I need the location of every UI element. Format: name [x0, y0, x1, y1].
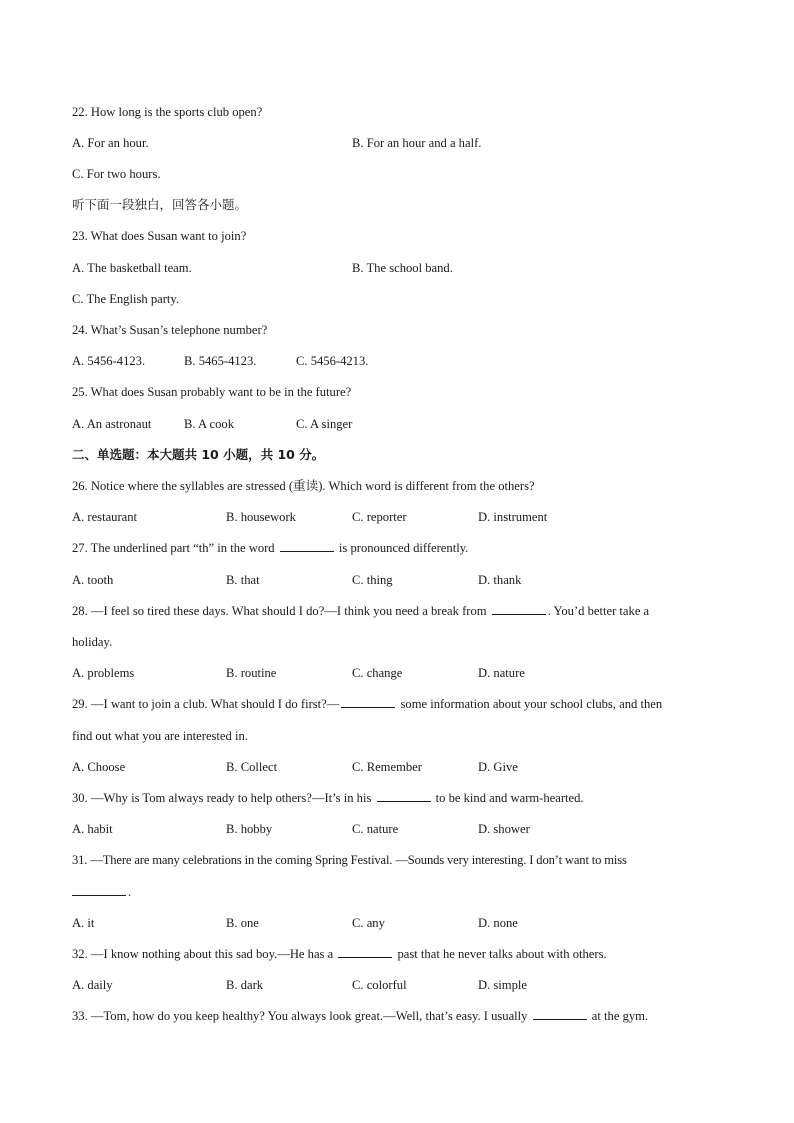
option-b: B. one: [226, 916, 259, 930]
option-a: A. tooth: [72, 573, 114, 587]
question-text-after: past that he never talks about with others.: [397, 947, 607, 961]
section-2-heading: [72, 447, 722, 463]
section-heading-prefix: 二、单选题：本大题共: [72, 447, 202, 462]
option-c: C. Remember: [352, 760, 422, 774]
question-32: [72, 946, 722, 962]
option-b: B. The school band.: [352, 261, 453, 275]
option-a: A. The basketball team.: [72, 261, 192, 275]
answer-blank: [492, 603, 546, 615]
option-b: B. routine: [226, 666, 277, 680]
question-text-before: 32. —I know nothing about this sad boy.—He has a: [72, 947, 334, 961]
answer-blank: [72, 884, 126, 896]
monologue-instruction: 听下面一段独白，回答各小题。: [72, 197, 248, 212]
option-c: C. 5456-4213.: [296, 354, 369, 368]
question-text-before: 27. The underlined part “th” in the word: [72, 541, 275, 555]
option-a: A. 5456-4123.: [72, 354, 146, 368]
option-c: C. thing: [352, 573, 393, 587]
option-c: C. The English party.: [72, 292, 180, 306]
option-b: B. that: [226, 573, 260, 587]
question-text: 26. Notice where the syllables are stressed (重读). Which word is different from the others?: [72, 479, 535, 493]
option-b: B. Collect: [226, 760, 278, 774]
option-a: A. habit: [72, 822, 113, 836]
question-23: [72, 228, 722, 244]
option-c: C. change: [352, 666, 403, 680]
option-b: B. housework: [226, 510, 296, 524]
question-text-before: 30. —Why is Tom always ready to help others?—It’s in his: [72, 791, 372, 805]
option-a: A. restaurant: [72, 510, 138, 524]
answer-blank: [377, 790, 431, 802]
section-heading-middle: 小题，共: [218, 447, 278, 462]
question-26: [72, 478, 722, 494]
answer-blank: [533, 1008, 587, 1020]
question-31: [72, 852, 722, 868]
question-text-after: . You’d better take a: [547, 604, 650, 618]
option-d: D. simple: [478, 978, 527, 992]
question-24: [72, 322, 722, 338]
answer-blank: [338, 946, 392, 958]
option-b: B. 5465-4123.: [184, 354, 257, 368]
question-25: [72, 384, 722, 400]
total-points: 10: [277, 447, 295, 462]
question-text-after: is pronounced differently.: [338, 541, 469, 555]
option-c: C. For two hours.: [72, 167, 161, 181]
option-a: A. daily: [72, 978, 113, 992]
option-a: A. it: [72, 916, 95, 930]
section-heading-suffix: 分。: [294, 447, 325, 462]
question-33: [72, 1008, 722, 1024]
option-c: C. nature: [352, 822, 399, 836]
question-text-after: some information about your school clubs, and then: [400, 697, 663, 711]
question-28-line-2: holiday.: [72, 635, 113, 649]
question-text-before: 28. —I feel so tired these days. What should I do?—I think you need a break from: [72, 604, 487, 618]
option-d: D. nature: [478, 666, 525, 680]
option-b: B. hobby: [226, 822, 273, 836]
option-c: C. A singer: [296, 417, 353, 431]
question-text-before: 33. —Tom, how do you keep healthy? You always look great.—Well, that’s easy. I usually: [72, 1009, 528, 1023]
question-text-end: .: [128, 885, 132, 899]
answer-blank: [341, 696, 395, 708]
question-text: 25. What does Susan probably want to be in the future?: [72, 385, 352, 399]
question-28: [72, 603, 722, 619]
option-c: C. any: [352, 916, 385, 930]
question-22: [72, 104, 722, 120]
question-31-line-2: [72, 884, 722, 900]
option-c: C. reporter: [352, 510, 407, 524]
option-a: A. Choose: [72, 760, 126, 774]
question-text: 23. What does Susan want to join?: [72, 229, 247, 243]
question-count: 10: [201, 447, 219, 462]
option-a: A. An astronaut: [72, 417, 152, 431]
option-d: D. none: [478, 916, 518, 930]
option-d: D. Give: [478, 760, 518, 774]
question-text-before: 29. —I want to join a club. What should I do first?—: [72, 697, 340, 711]
question-text: 31. —There are many celebrations in the coming Spring Festival. —Sounds very interesting. I don’t want to miss: [72, 853, 627, 867]
option-b: B. dark: [226, 978, 264, 992]
answer-blank: [280, 540, 334, 552]
question-text-after: at the gym.: [591, 1009, 649, 1023]
option-a: A. problems: [72, 666, 135, 680]
question-text-after: to be kind and warm-hearted.: [435, 791, 584, 805]
question-27: [72, 540, 722, 556]
question-29-line-2: find out what you are interested in.: [72, 729, 248, 743]
option-d: D. thank: [478, 573, 522, 587]
question-text: 22. How long is the sports club open?: [72, 105, 263, 119]
question-text: 24. What’s Susan’s telephone number?: [72, 323, 268, 337]
option-b: B. For an hour and a half.: [352, 136, 482, 150]
option-d: D. instrument: [478, 510, 548, 524]
question-30: [72, 790, 722, 806]
option-b: B. A cook: [184, 417, 235, 431]
option-c: C. colorful: [352, 978, 407, 992]
option-d: D. shower: [478, 822, 530, 836]
option-a: A. For an hour.: [72, 136, 149, 150]
question-29: [72, 696, 722, 712]
